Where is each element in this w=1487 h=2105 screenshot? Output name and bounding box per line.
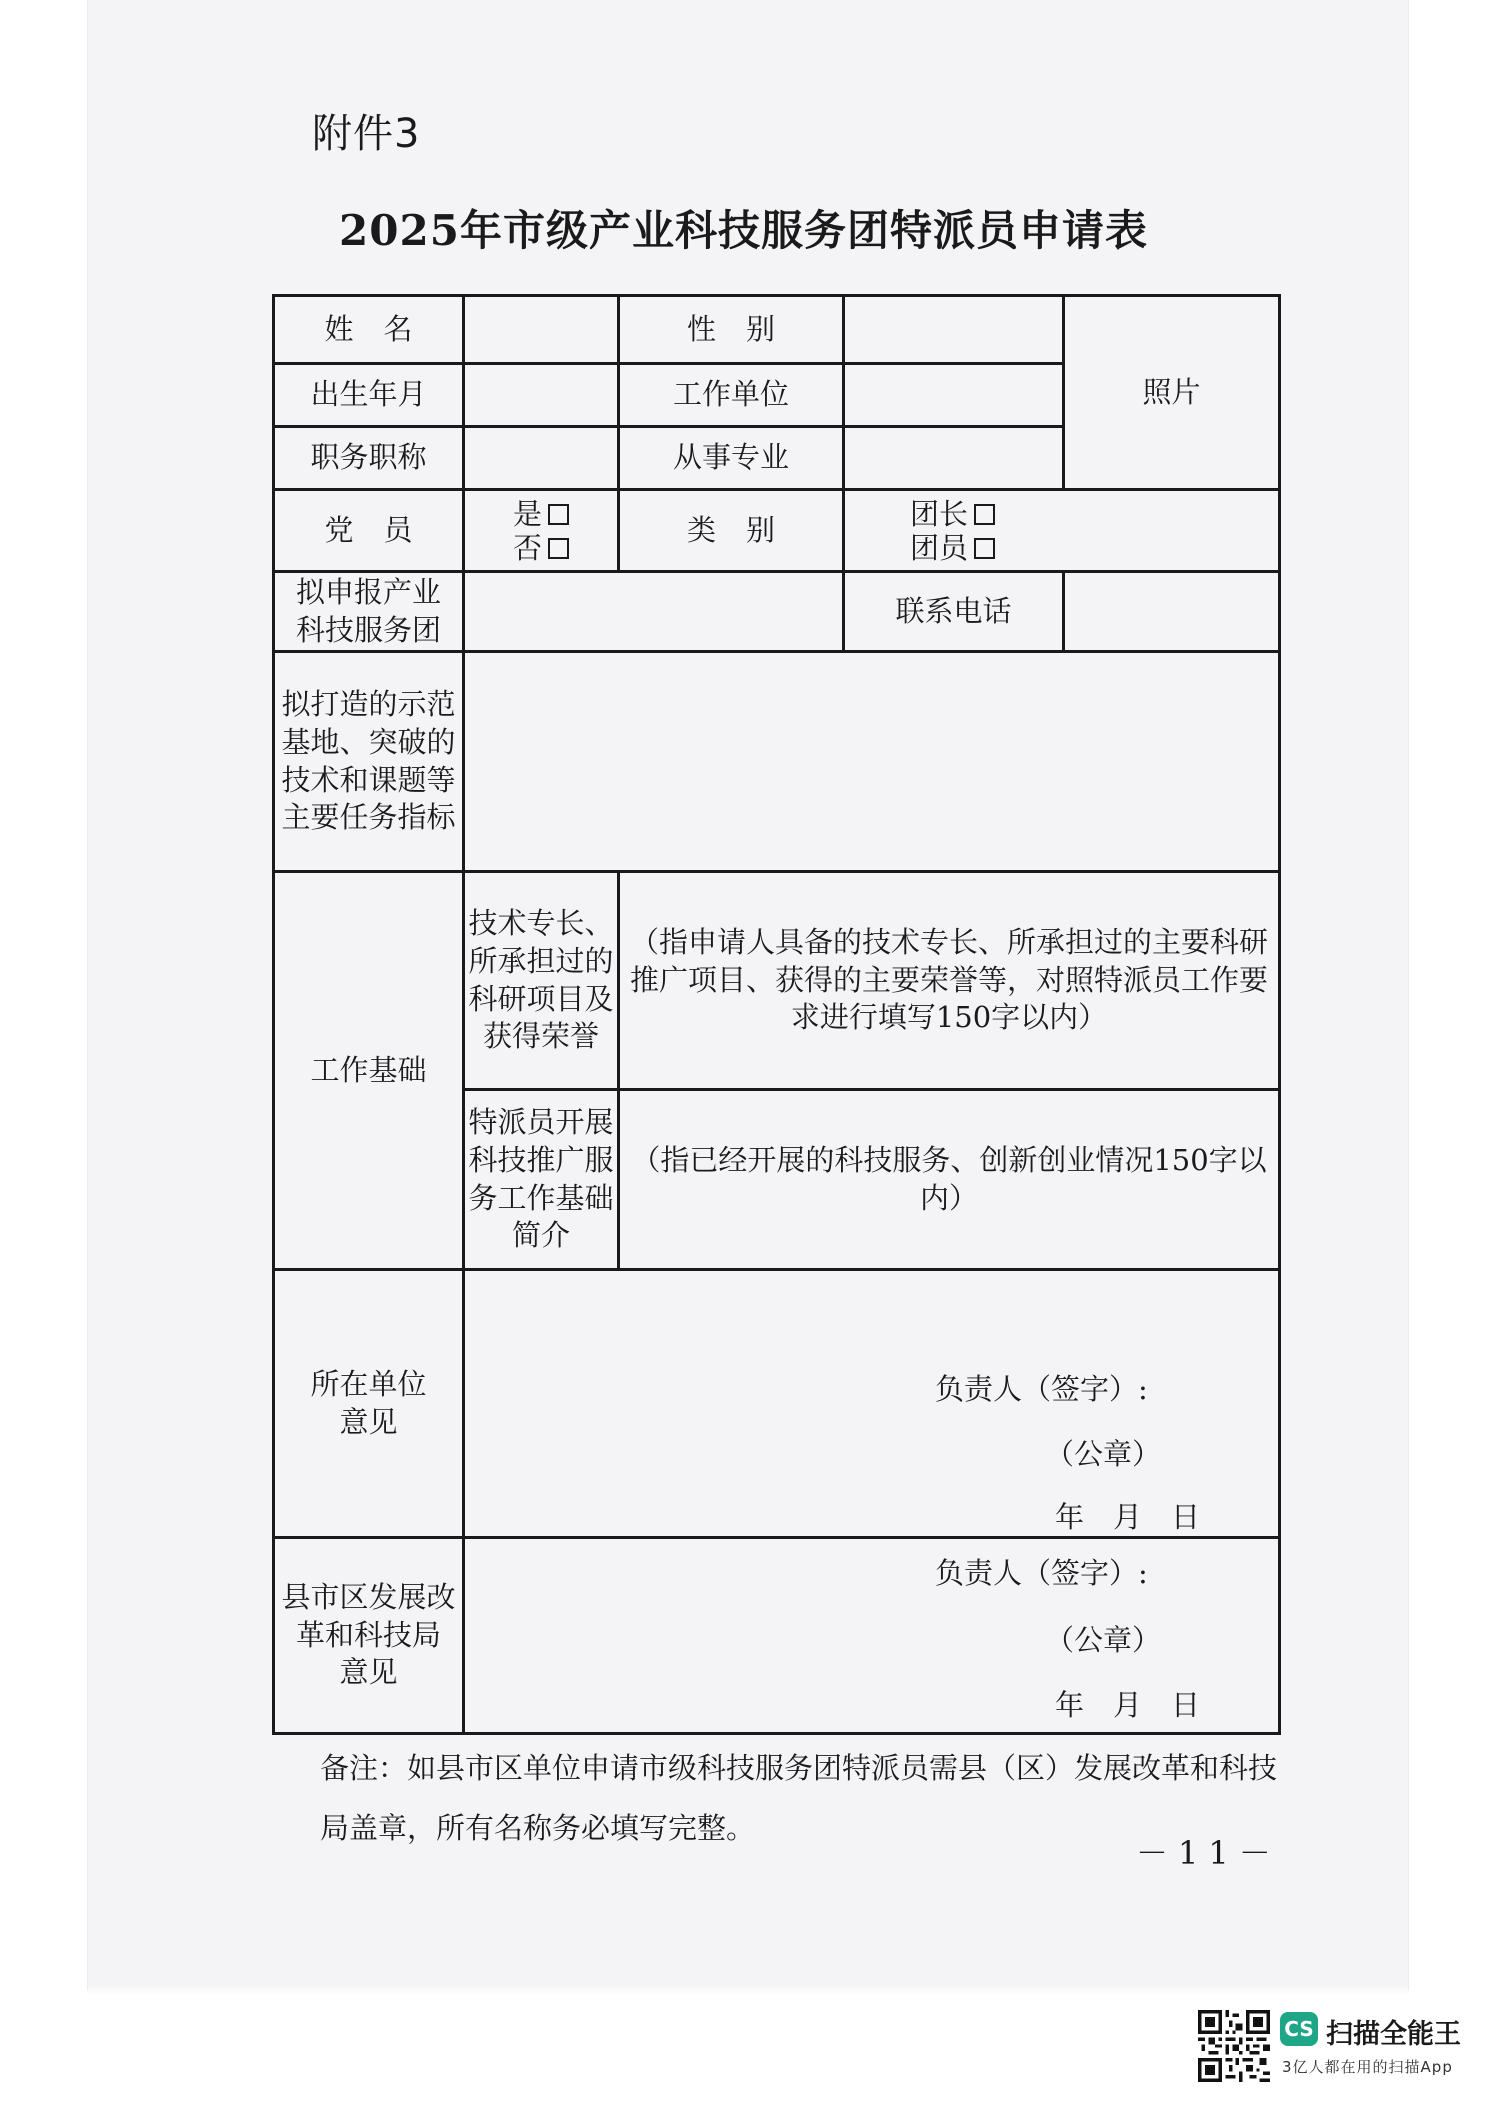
- phone-value-cell[interactable]: [1064, 572, 1280, 652]
- date-label: 年 月 日: [1055, 1500, 1201, 1534]
- county-opinion-label-line: 县市区发展改: [281, 1579, 456, 1614]
- application-form-table: [272, 294, 1281, 1735]
- position-label-cell: [274, 427, 464, 490]
- expertise-label-line: 获得荣誉: [482, 1019, 599, 1054]
- party-label-cell: [274, 490, 464, 572]
- expertise-label-line: 技术专长、: [468, 906, 614, 941]
- gender-value-cell[interactable]: [844, 296, 1064, 364]
- qr-code-icon: [1198, 2010, 1270, 2082]
- tasks-label-line: 主要任务指标: [281, 800, 456, 835]
- work-unit-label-cell: [619, 364, 844, 427]
- specialty-label-cell: [619, 427, 844, 490]
- work-basis-label: 工作基础: [310, 1052, 427, 1087]
- row-expertise: [274, 872, 1280, 1090]
- expertise-label-cell: [464, 872, 619, 1090]
- specialty-label: 从事专业: [672, 440, 789, 475]
- position-label: 职务职称: [310, 440, 427, 475]
- group-label-cell: [274, 572, 464, 652]
- phone-label: 联系电话: [895, 593, 1012, 628]
- category-member-label: 团员: [910, 530, 969, 565]
- service-label-line: 务工作基础: [468, 1180, 614, 1215]
- photo-label: 照片: [1142, 374, 1201, 409]
- party-yes-label: 是: [512, 496, 542, 531]
- expertise-hint: （指申请人具备的技术专长、所承担过的主要科研推广项目、获得的主要荣誉等，对照特派员工作要求进行填写150字以内）: [629, 924, 1268, 1035]
- seal-label: （公章）: [1045, 1437, 1162, 1471]
- checkbox-icon[interactable]: [974, 538, 995, 559]
- photo-cell[interactable]: [1064, 296, 1280, 490]
- work-unit-value-cell[interactable]: [844, 364, 1064, 427]
- service-value-cell[interactable]: [619, 1090, 1280, 1270]
- unit-opinion-label-cell: [274, 1270, 464, 1538]
- service-label-line: 特派员开展: [468, 1105, 614, 1140]
- row-unit-opinion: [274, 1270, 1280, 1538]
- cs-logo-icon: CS: [1280, 2012, 1318, 2046]
- expertise-label-line: 所承担过的: [468, 943, 614, 978]
- footnote: 备注：如县市区单位申请市级科技服务团特派员需县（区）发展改革和科技局盖章，所有名称务必填写完整。: [320, 1751, 1278, 1845]
- party-member-label: 党员: [324, 512, 443, 547]
- date-label: 年 月 日: [1055, 1688, 1201, 1722]
- service-hint: （指已经开展的科技服务、创新创业情况150字以内）: [631, 1142, 1267, 1215]
- service-label-line: 简介: [511, 1218, 570, 1253]
- row-tasks: [274, 652, 1280, 872]
- tasks-label-line: 拟打造的示范: [281, 687, 456, 722]
- party-no-label: 否: [512, 530, 542, 565]
- checkbox-icon[interactable]: [974, 504, 995, 525]
- birth-label: 出生年月: [310, 377, 427, 412]
- signature-label: 负责人（签字）:: [935, 1556, 1148, 1590]
- expertise-value-cell[interactable]: [619, 872, 1280, 1090]
- county-opinion-value-cell[interactable]: [464, 1538, 1280, 1734]
- service-label-cell: [464, 1090, 619, 1270]
- position-value-cell[interactable]: [464, 427, 619, 490]
- page-edge: [88, 1985, 1408, 1995]
- row-group-phone: [274, 572, 1280, 652]
- birth-value-cell[interactable]: [464, 364, 619, 427]
- unit-opinion-value-cell[interactable]: [464, 1270, 1280, 1538]
- tasks-label-line: 基地、突破的: [281, 724, 456, 759]
- signature-label: 负责人（签字）:: [935, 1372, 1148, 1406]
- row-county-opinion: [274, 1538, 1280, 1734]
- category-leader-label: 团长: [910, 496, 969, 531]
- specialty-value-cell[interactable]: [844, 427, 1064, 490]
- attachment-label: 附件3: [312, 111, 421, 157]
- seal-label: （公章）: [1045, 1623, 1162, 1657]
- name-label: 姓名: [324, 311, 443, 346]
- birth-label-cell: [274, 364, 464, 427]
- group-value-cell[interactable]: [464, 572, 844, 652]
- unit-opinion-label-line: 所在单位: [310, 1366, 427, 1401]
- name-value-cell[interactable]: [464, 296, 619, 364]
- tasks-label-cell: [274, 652, 464, 872]
- phone-label-cell: [844, 572, 1064, 652]
- county-opinion-label-line: 革和科技局: [295, 1617, 441, 1652]
- row-name-gender: [274, 296, 1280, 364]
- work-basis-label-cell: [274, 872, 464, 1270]
- category-leader-option[interactable]: [910, 497, 1278, 531]
- unit-opinion-label-line: 意见: [339, 1404, 398, 1439]
- gender-label: 性别: [686, 311, 805, 346]
- group-label-line: 拟申报产业: [295, 574, 441, 609]
- party-options-cell: [464, 490, 619, 572]
- category-options-cell: [844, 490, 1280, 572]
- expertise-label-line: 科研项目及: [468, 981, 614, 1016]
- party-no-option[interactable]: [465, 531, 617, 565]
- checkbox-icon[interactable]: [548, 504, 569, 525]
- party-yes-option[interactable]: [465, 497, 617, 531]
- category-member-option[interactable]: [910, 531, 1278, 565]
- gender-label-cell: [619, 296, 844, 364]
- watermark-tagline: 3亿人都在用的扫描App: [1282, 2058, 1453, 2076]
- row-party-category: [274, 490, 1280, 572]
- tasks-value-cell[interactable]: [464, 652, 1280, 872]
- name-label-cell: [274, 296, 464, 364]
- county-opinion-label-line: 意见: [339, 1655, 398, 1690]
- work-unit-label: 工作单位: [672, 377, 789, 412]
- category-label: 类别: [686, 512, 805, 547]
- scanner-watermark: [1198, 2010, 1478, 2090]
- group-label-line: 科技服务团: [295, 612, 441, 647]
- service-label-line: 科技推广服: [468, 1142, 614, 1177]
- watermark-app-name: 扫描全能王: [1326, 2019, 1461, 2050]
- county-opinion-label-cell: [274, 1538, 464, 1734]
- page-number: －11－: [1136, 1834, 1281, 1872]
- category-label-cell: [619, 490, 844, 572]
- tasks-label-line: 技术和课题等: [281, 762, 456, 797]
- checkbox-icon[interactable]: [548, 538, 569, 559]
- page-title: 2025年市级产业科技服务团特派员申请表: [339, 206, 1148, 255]
